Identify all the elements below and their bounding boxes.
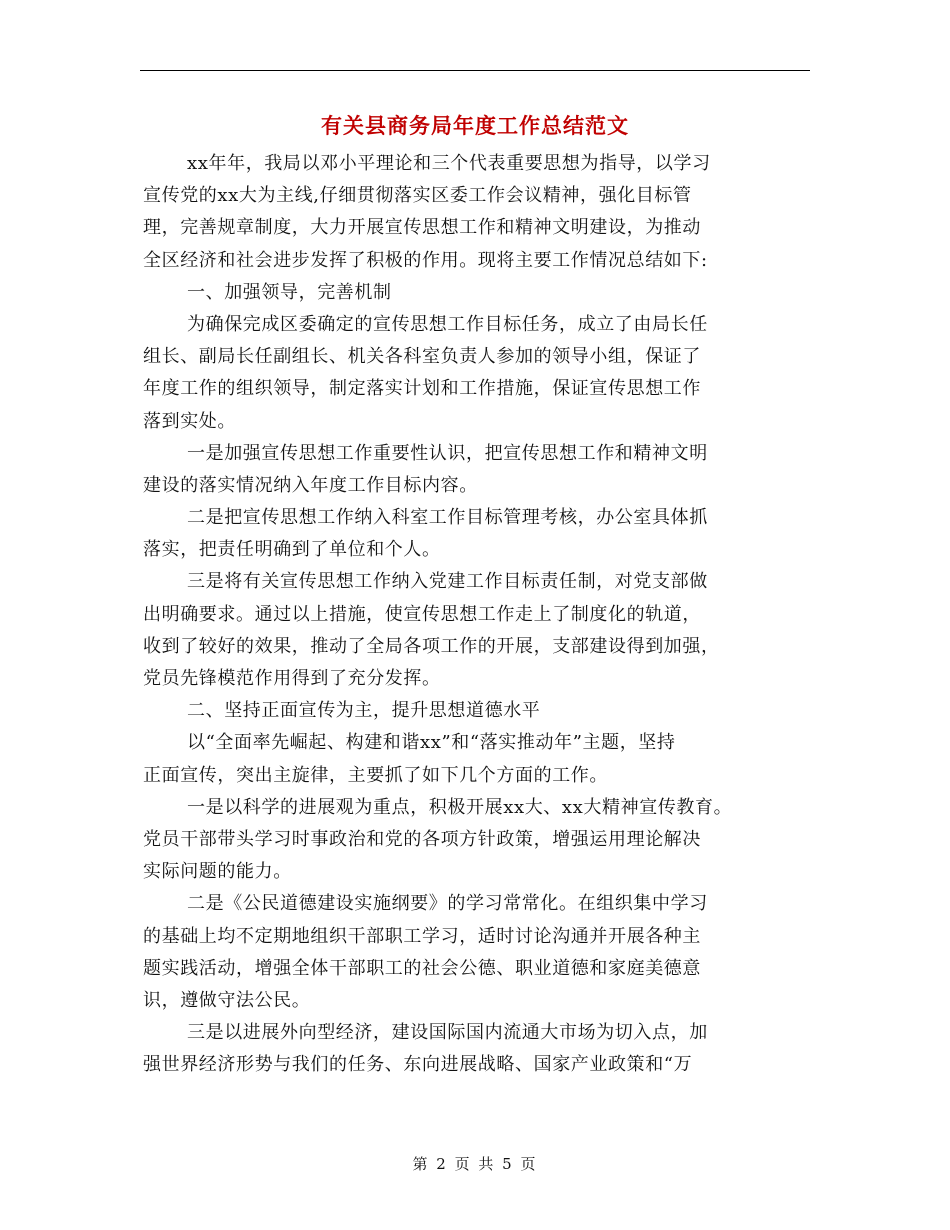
paragraph-line: 年度工作的组织领导，制定落实计划和工作措施，保证宣传思想工作 xyxy=(143,378,701,400)
paragraph-line: 的基础上均不定期地组织干部职工学习，适时讨论沟通并开展各种主 xyxy=(143,925,701,947)
paragraph-line: 实际问题的能力。 xyxy=(143,861,292,883)
paragraph-line: 三是将有关宣传思想工作纳入党建工作目标责任制，对党支部做 xyxy=(187,571,708,593)
paragraph-line: xx年年，我局以邓小平理论和三个代表重要思想为指导，以学习 xyxy=(187,153,711,174)
paragraph-line: 出明确要求。通过以上措施，使宣传思想工作走上了制度化的轨道， xyxy=(143,603,701,625)
section-heading: 一、加强领导，完善机制 xyxy=(187,281,392,303)
page-number-footer: 第 2 页 共 5 页 xyxy=(412,1155,538,1173)
paragraph-line: 强世界经济形势与我们的任务、东向进展战略、国家产业政策和“万 xyxy=(143,1054,693,1076)
paragraph-line: 收到了较好的效果，推动了全局各项工作的开展，支部建设得到加强， xyxy=(143,635,720,657)
header-rule xyxy=(140,70,810,71)
paragraph-line: 宣传党的xx大为主线,仔细贯彻落实区委工作会议精神，强化目标管 xyxy=(143,185,692,207)
paragraph-line: 三是以进展外向型经济，建设国际国内流通大市场为切入点，加 xyxy=(187,1022,708,1044)
paragraph-line: 以“全面率先崛起、构建和谐xx”和“落实推动年”主题，坚持 xyxy=(187,732,676,754)
paragraph-line: 党员干部带头学习时事政治和党的各项方针政策，增强运用理论解决 xyxy=(143,828,701,850)
document-title: 有关县商务局年度工作总结范文 xyxy=(321,114,629,138)
paragraph-line: 一是加强宣传思想工作重要性认识，把宣传思想工作和精神文明 xyxy=(187,442,708,464)
paragraph-line: 组长、副局长任副组长、机关各科室负责人参加的领导小组，保证了 xyxy=(143,346,701,368)
paragraph-line: 识，遵做守法公民。 xyxy=(143,989,311,1011)
paragraph-line: 党员先锋模范作用得到了充分发挥。 xyxy=(143,668,441,689)
paragraph-line: 二是《公民道德建设实施纲要》的学习常常化。在组织集中学习 xyxy=(187,893,708,915)
paragraph-line: 落到实处。 xyxy=(143,410,236,432)
paragraph-line: 二是把宣传思想工作纳入科室工作目标管理考核，办公室具体抓 xyxy=(187,507,708,529)
section-heading: 二、坚持正面宣传为主，提升思想道德水平 xyxy=(187,700,541,722)
paragraph-line: 为确保完成区委确定的宣传思想工作目标任务，成立了由局长任 xyxy=(187,313,708,335)
paragraph-line: 一是以科学的进展观为重点，积极开展xx大、xx大精神宣传教育。 xyxy=(187,796,733,818)
paragraph-line: 落实，把责任明确到了单位和个人。 xyxy=(143,539,441,561)
paragraph-line: 全区经济和社会进步发挥了积极的作用。现将主要工作情况总结如下: xyxy=(143,249,708,271)
paragraph-line: 题实践活动，增强全体干部职工的社会公德、职业道德和家庭美德意 xyxy=(143,957,701,979)
document-body xyxy=(143,148,833,1081)
paragraph-line: 建设的落实情况纳入年度工作目标内容。 xyxy=(143,474,478,496)
paragraph-line: 正面宣传，突出主旋律，主要抓了如下几个方面的工作。 xyxy=(143,764,608,786)
paragraph-line: 理，完善规章制度，大力开展宣传思想工作和精神文明建设，为推动 xyxy=(143,217,701,239)
